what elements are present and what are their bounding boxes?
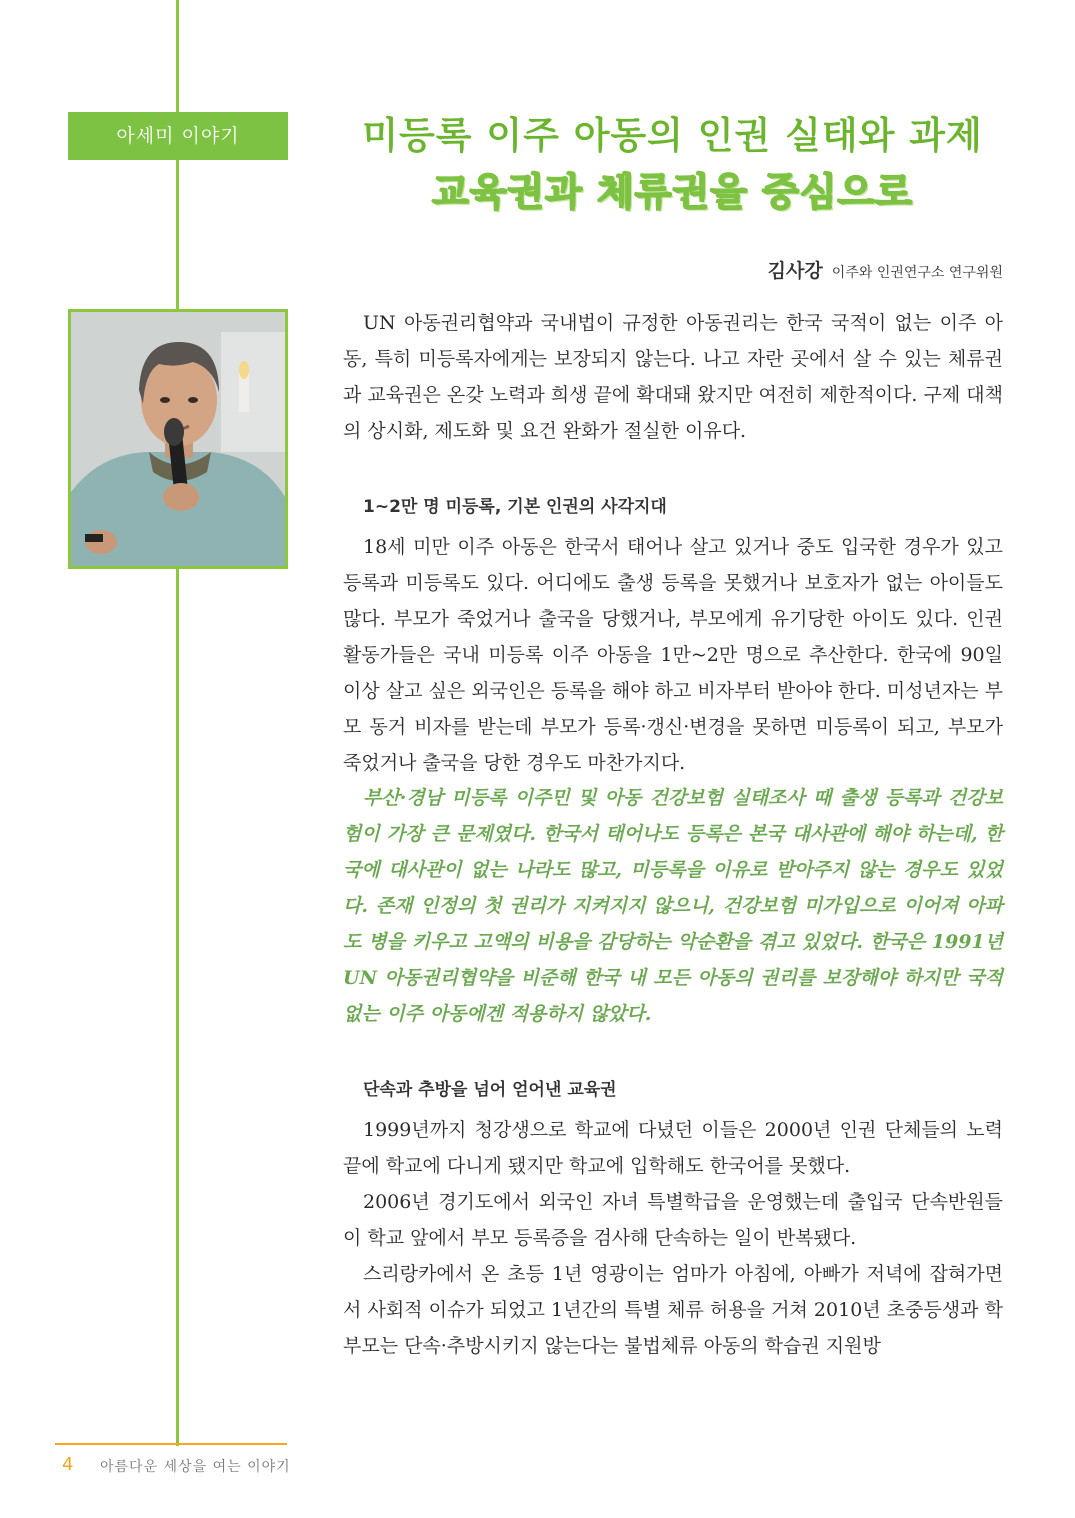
highlight-paragraph: 부산·경남 미등록 이주민 및 아동 건강보험 실태조사 때 출생 등록과 건강보험이 가장 큰 문제였다. 한국서 태어나도 등록은 본국 대사관에 해야 하는데, 한국에 대사관이 없는 나라도 많고, 미등록을 이유로 받아주지 않는 경우도 있었다. 존재 인정의 첫 권리가 지켜지지 않으니, 건강보험 미가입으로 이어져 아파도 병을 키우고 고액의 비용을 감당하는 악순환을 겪고 있었다. 한국은 1991년 UN 아동권리협약을 비준해 한국 내 모든 아동의 권리를 보장해야 하지만 국적 없는 이주 아동에겐 적용하지 않았다. [343,787,1003,1025]
page-number: 4 [62,1454,74,1475]
body-paragraph: 2006년 경기도에서 외국인 자녀 특별학급을 운영했는데 출입국 단속반원들이 학교 앞에서 부모 등록증을 검사해 단속하는 일이 반복됐다. [343,1191,1003,1250]
author-photo [68,309,288,569]
section-spacer [343,1033,1003,1068]
article-title: 미등록 이주 아동의 인권 실태와 과제 [362,114,983,157]
footer-divider [55,1443,287,1445]
body-paragraph: 스리랑카에서 온 초등 1년 영광이는 엄마가 아침에, 아빠가 저녁에 잡혀가면서 사회적 이슈가 되었고 1년간의 특별 체류 허용을 거쳐 2010년 초중등생과 학부모는 단속·추방시키지 않는다는 불법체류 아동의 학습권 지원방 [343,1262,1003,1357]
intro-paragraph: UN 아동권리협약과 국내법이 규정한 아동권리는 한국 국적이 없는 이주 아동, 특히 미등록자에게는 보장되지 않는다. 나고 자란 곳에서 살 수 있는 체류권과 교육권은 온갖 노력과 희생 끝에 확대돼 왔지만 여전히 제한적이다. 구제 대책의 상시화, 제도화 및 요건 완화가 절실한 이유다. [343,312,1003,442]
magazine-title: 아름다운 세상을 여는 이야기 [100,1459,291,1475]
vertical-divider-line [176,0,179,1446]
section-heading-2: 단속과 추방을 넘어 얻어낸 교육권 [363,1079,617,1100]
section-spacer [343,450,1003,485]
article-body [343,306,1003,1365]
author-name: 김사강 [767,260,823,282]
author-role: 이주와 인권연구소 연구위원 [831,265,1003,281]
author-byline [768,256,1003,283]
author-portrait-illustration [71,312,285,566]
section-heading-1: 1~2만 명 미등록, 기본 인권의 사각지대 [363,496,667,517]
body-paragraph: 1999년까지 청강생으로 학교에 다녔던 이들은 2000년 인권 단체들의 노력 끝에 학교에 다니게 됐지만 학교에 입학해도 한국어를 못했다. [343,1119,1003,1178]
article-subtitle: 교육권과 체류권을 중심으로 [432,170,913,214]
body-paragraph: 18세 미만 이주 아동은 한국서 태어나 살고 있거나 중도 입국한 경우가 있고 등록과 미등록도 있다. 어디에도 출생 등록을 못했거나 보호자가 없는 아이들도 많다. 부모가 죽었거나 출국을 당했거나, 부모에게 유기당한 아이도 있다. 인권 활동가들은 국내 미등록 이주 아동을 1만~2만 명으로 추산한다. 한국에 90일 이상 살고 싶은 외국인은 등록을 해야 하고 비자부터 받아야 한다. 미성년자는 부모 동거 비자를 받는데 부모가 등록·갱신·변경을 못하면 미등록이 되고, 부모가 죽었거나 출국을 당한 경우도 마찬가지다. [343,536,1003,774]
section-tag: 아세미 이야기 [68,112,288,160]
